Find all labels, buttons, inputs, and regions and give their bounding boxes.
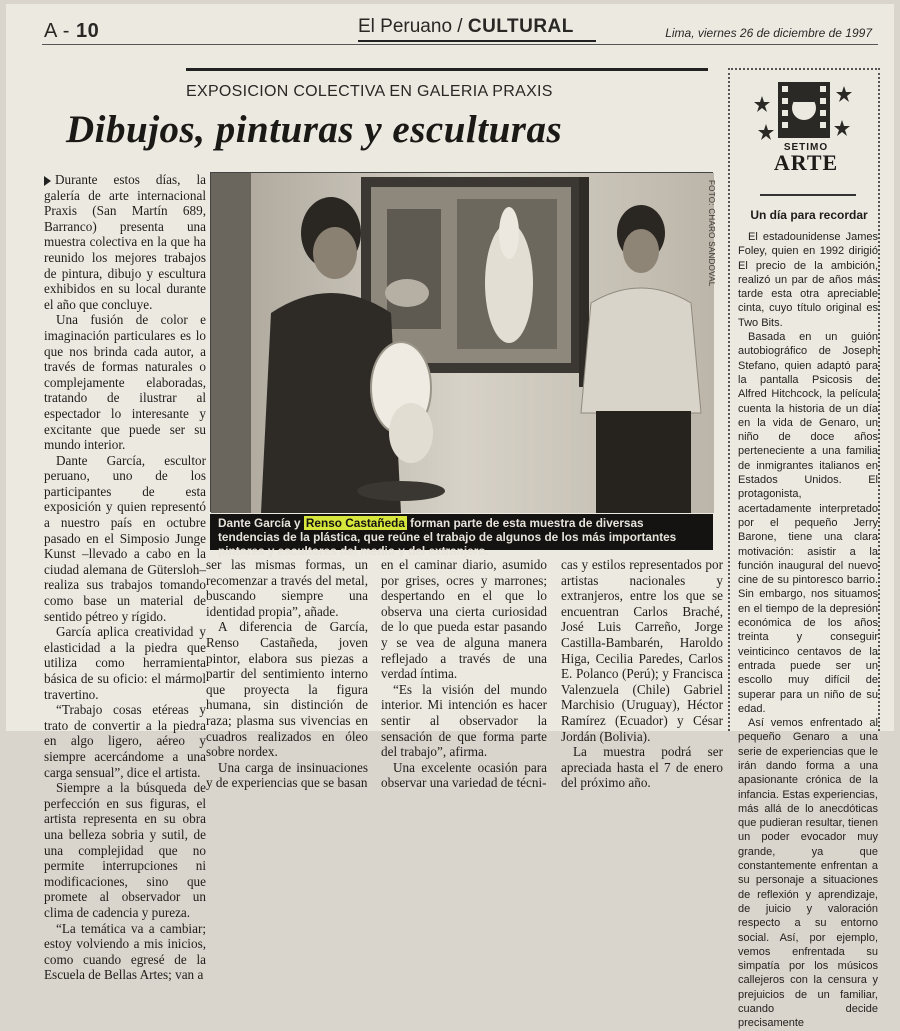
highlighted-name: Renso Castañeda bbox=[305, 516, 405, 530]
paragraph: “Trabajo cosas etéreas y trato de convertir a la piedra en algo ligero, aéreo y siempre acercándome a una carga sensual”, dice el artista. bbox=[44, 702, 206, 780]
newspaper-page bbox=[6, 4, 894, 1030]
article-kicker: EXPOSICION COLECTIVA EN GALERIA PRAXIS bbox=[186, 83, 553, 100]
paragraph: Durante estos días, la galería de arte internacional Praxis (San Martín 689, Barranco) presenta una muestra colectiva en la que ha reunido los mejores trabajos de pintura, dibujo y escultura exhibidos en su local durante el año que concluye. bbox=[44, 172, 206, 312]
sidebar-column bbox=[728, 68, 880, 1030]
paragraph: cas y estilos representados por artistas nacionales y extranjeros, entre los que se encuentran Carlos Braché, José Luis Carreño, Jorge Castilla-Bambarén, Haroldo Higa, Cecilia Paredes, Carlos E. Polanco (Perú); y Francisca Valenzuela (Chile) Gabriel Marchisio (Uruguay), Héctor Ramírez (Ecuador) y César Jordán (Bolivia). bbox=[561, 557, 723, 744]
masthead: El Peruano / CULTURAL bbox=[358, 16, 596, 42]
paragraph: Así vemos enfrentado al pequeño Genaro a una serie de experiencias que le irán dando forma a una apasionante crónica de la infancia. Estas experiencias, más allá de lo anecdóticas que pudieran resultar, tienen un poder evocador muy grande, ya que constantemente enfrentan a su personaje a situaciones de reflexión y aprendizaje, de juicio y valoración respecto a su entorno social. Así, por ejemplo, vemos enfrentada su simpatía por los músicos callejeros con la censura y prejuicios de un familiar, cuando decide precisamente bbox=[738, 717, 878, 1030]
issue-date: Lima, viernes 26 de diciembre de 1997 bbox=[665, 26, 872, 40]
paragraph: Una excelente ocasión para observar una variedad de técni- bbox=[381, 759, 547, 791]
photo-credit: FOTO: CHARO SANDOVAL bbox=[707, 180, 716, 287]
paragraph: El estadounidense James Foley, quien en 1992 dirigió El precio de la ambición, realizó un par de años más tarde esta otra apreciable cinta, cuyo título original es Two Bits. bbox=[738, 231, 878, 329]
photo-caption: Dante García y Renso Castañeda forman parte de esta muestra de diversas tendencias de la plástica, que reúne el trabajo de algunos de los más importantes pintores y escultores del medio y del extranjero. bbox=[210, 514, 713, 550]
arrow-marker-icon bbox=[44, 176, 51, 186]
header-divider bbox=[42, 44, 878, 45]
article-photo bbox=[210, 172, 713, 512]
article-column-2 bbox=[206, 557, 368, 791]
paragraph: La muestra podrá ser apreciada hasta el 7 de enero del próximo año. bbox=[561, 744, 723, 791]
section-name: CULTURAL bbox=[467, 16, 574, 37]
paragraph: Basada en un guión autobiográfico de Joseph Stefano, quien adaptó para la pantalla Psicosis de Alfred Hitchcock, la película cuenta la historia de un día en la vida de Genaro, un niño de doce años perteneciente a una familia de inmigrantes italianos en Estados Unidos. El protagonista, acertadamente interpretado por el pequeño Jerry Barone, tiene una clara motivación: asistir a la función inaugural del nuevo cine de su pintoresco barrio. Sin embargo, nos situamos en el tiempo de la depresión económica de los años treinta y conseguir veinticinco centavos de la entrada puede ser un escollo muy difícil de superar para un niño de su edad. bbox=[738, 331, 878, 715]
paragraph: Siempre a la búsqueda de perfección en sus figuras, el artista representa en su obra una belleza sobria y sutil, de una complejidad que no permite interrupciones ni modificaciones, sino que promete al observador un clima de cadencia y pureza. bbox=[44, 780, 206, 920]
paragraph: Una fusión de color e imaginación particulares es lo que nos brinda cada autor, a través de formas naturales o complejamente elaboradas, tratando de ilustrar al espectador lo interesante y excitante que puede ser su mundo interior. bbox=[44, 312, 206, 453]
paragraph: García aplica creatividad y elasticidad a la piedra que utiliza como herramienta básica de su oficio: el mármol travertino. bbox=[44, 624, 206, 702]
sidebar-title: Un día para recordar bbox=[750, 208, 868, 222]
article-column-1 bbox=[44, 172, 206, 983]
paragraph: ser las mismas formas, un recomenzar a través del metal, buscando siempre una identidad propia”, añade. bbox=[206, 557, 368, 619]
paragraph: Una carga de insinuaciones y de experiencias que se basan bbox=[206, 759, 368, 791]
paragraph: “La temática va a cambiar; estoy volviendo a mis inicios, como cuando egresé de la Escuela de Bellas Artes; van a bbox=[44, 920, 206, 983]
article-column-3 bbox=[381, 557, 547, 791]
paragraph: Dante García, escultor peruano, uno de los participantes de esta exposición y quien representó a nuestro país en octubre pasado en el Simposio Junge Kunst –llevado a cabo en la ciudad alemana de Gütersloh– realiza sus trabajos tomando como base un material de sentido pétreo y rígido. bbox=[44, 452, 206, 624]
article-headline: Dibujos, pinturas y esculturas bbox=[66, 108, 563, 151]
kicker-divider bbox=[186, 68, 708, 71]
paragraph: A diferencia de García, Renso Castañeda, joven pintor, elabora sus piezas a partir del sentimiento interno que proyecta la figura humana, sin distinción de raza; plasma sus vivencias en cuadros realizados en óleo sobre nordex. bbox=[206, 619, 368, 760]
paragraph: “Es la visión del mundo interior. Mi intención es hacer sentir al observador la sensación de que forma parte del trabajo”, afirma. bbox=[381, 681, 547, 760]
paper-name: El Peruano bbox=[358, 16, 453, 37]
sidebar-body bbox=[738, 230, 878, 1031]
page-number: A - 10 bbox=[44, 20, 100, 42]
article-column-4 bbox=[561, 557, 723, 791]
sidebar-divider bbox=[760, 194, 856, 196]
sidebar-logo-text: SETIMO ARTE bbox=[773, 142, 839, 175]
photo-illustration bbox=[211, 173, 714, 513]
paragraph: en el caminar diario, asumido por grises, ocres y marrones; despertando en el que lo observa una cierta curiosidad de lo que pueda estar pasando y se vea de alguna manera reflejado a través de una verdad íntima. bbox=[381, 557, 547, 682]
